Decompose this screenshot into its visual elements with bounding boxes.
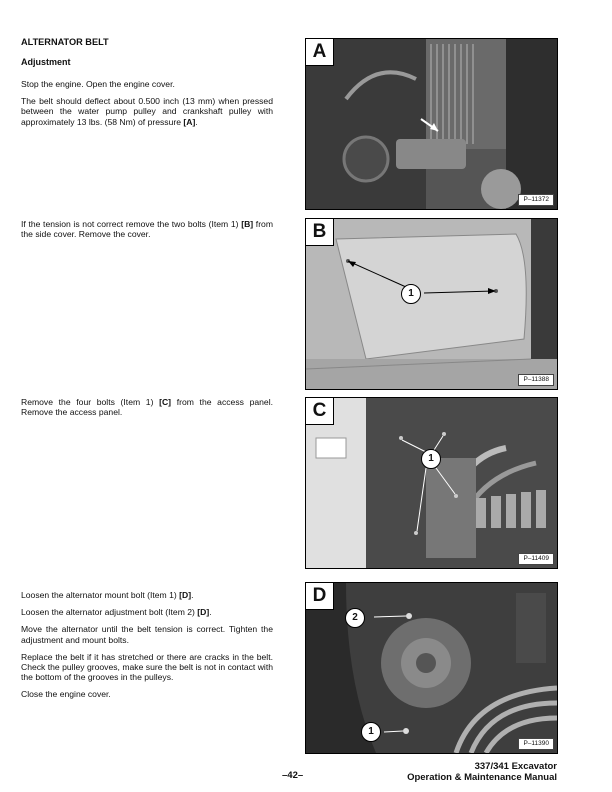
paragraph-text: Loosen the alternator adjustment bolt (Item 2) <box>21 607 198 618</box>
access-panel-photo <box>306 398 557 568</box>
figure-b <box>305 218 558 390</box>
paragraph <box>21 607 273 617</box>
figure-ref: [D] <box>197 607 210 618</box>
callout-item-2: 2 <box>345 608 365 628</box>
paragraph <box>21 96 273 127</box>
paragraph-text: . <box>195 116 198 127</box>
section-heading: ALTERNATOR BELT <box>21 37 109 47</box>
figure-letter: D <box>306 583 334 610</box>
paragraph-text: from the access panel. Remove the access panel. <box>21 397 273 418</box>
figure-c <box>305 397 558 569</box>
callout-item-1: 1 <box>361 722 381 742</box>
figure-ref: [C] <box>159 397 172 407</box>
paragraph-text: Remove the four bolts (Item 1) <box>21 397 160 407</box>
photo-id: P–11388 <box>518 374 554 386</box>
side-cover-photo <box>306 219 557 389</box>
figure-letter: C <box>306 398 334 425</box>
paragraph: Close the engine cover. <box>21 689 111 700</box>
photo-id: P–11372 <box>518 194 554 206</box>
figure-ref: [D] <box>179 590 192 600</box>
paragraph-text: The belt should deflect about 0.500 inch (13 mm) when pressed between the water pump pulley and crankshaft pulley with approximately 13 lbs. (58 Nm) of pressure <box>21 96 273 127</box>
text-block-d <box>21 590 273 707</box>
footer-model: 337/341 Excavator <box>474 761 557 772</box>
paragraph <box>21 590 273 600</box>
text-block-a <box>21 79 273 134</box>
photo-id: P–11409 <box>518 553 554 565</box>
paragraph-text: . <box>191 590 194 600</box>
paragraph: Stop the engine. Open the engine cover. <box>21 79 175 89</box>
paragraph-text: from the side cover. Remove the cover. <box>21 219 273 240</box>
figure-letter: B <box>306 219 334 246</box>
paragraph-text: . <box>209 607 212 618</box>
paragraph: Replace the belt if it has stretched or there are cracks in the belt. Check the pulley grooves, make sure the belt is not in contact with the bottom of the grooves in the pulleys. <box>21 651 273 683</box>
paragraph-text: Loosen the alternator mount bolt (Item 1) <box>21 590 180 600</box>
footer-manual: Operation & Maintenance Manual <box>407 772 557 783</box>
text-block-c <box>21 397 273 424</box>
footer-title <box>407 761 557 783</box>
paragraph: Move the alternator until the belt tension is correct. Tighten the adjustment and mount bolts. <box>21 624 273 645</box>
paragraph <box>21 397 273 417</box>
figure-a <box>305 38 558 210</box>
callout-item-1: 1 <box>421 449 441 469</box>
subsection-heading: Adjustment <box>21 57 71 67</box>
figure-ref: [A] <box>183 116 196 127</box>
callout-item-1: 1 <box>401 284 421 304</box>
photo-id: P–11390 <box>518 738 554 750</box>
page-number: –42– <box>282 770 304 781</box>
alternator-photo <box>306 583 557 753</box>
engine-photo <box>306 39 557 209</box>
paragraph <box>21 219 273 239</box>
figure-ref: [B] <box>241 219 254 229</box>
text-block-b <box>21 219 273 246</box>
figure-letter: A <box>306 39 334 66</box>
figure-d <box>305 582 558 754</box>
paragraph-text: If the tension is not correct remove the two bolts (Item 1) <box>21 219 242 229</box>
